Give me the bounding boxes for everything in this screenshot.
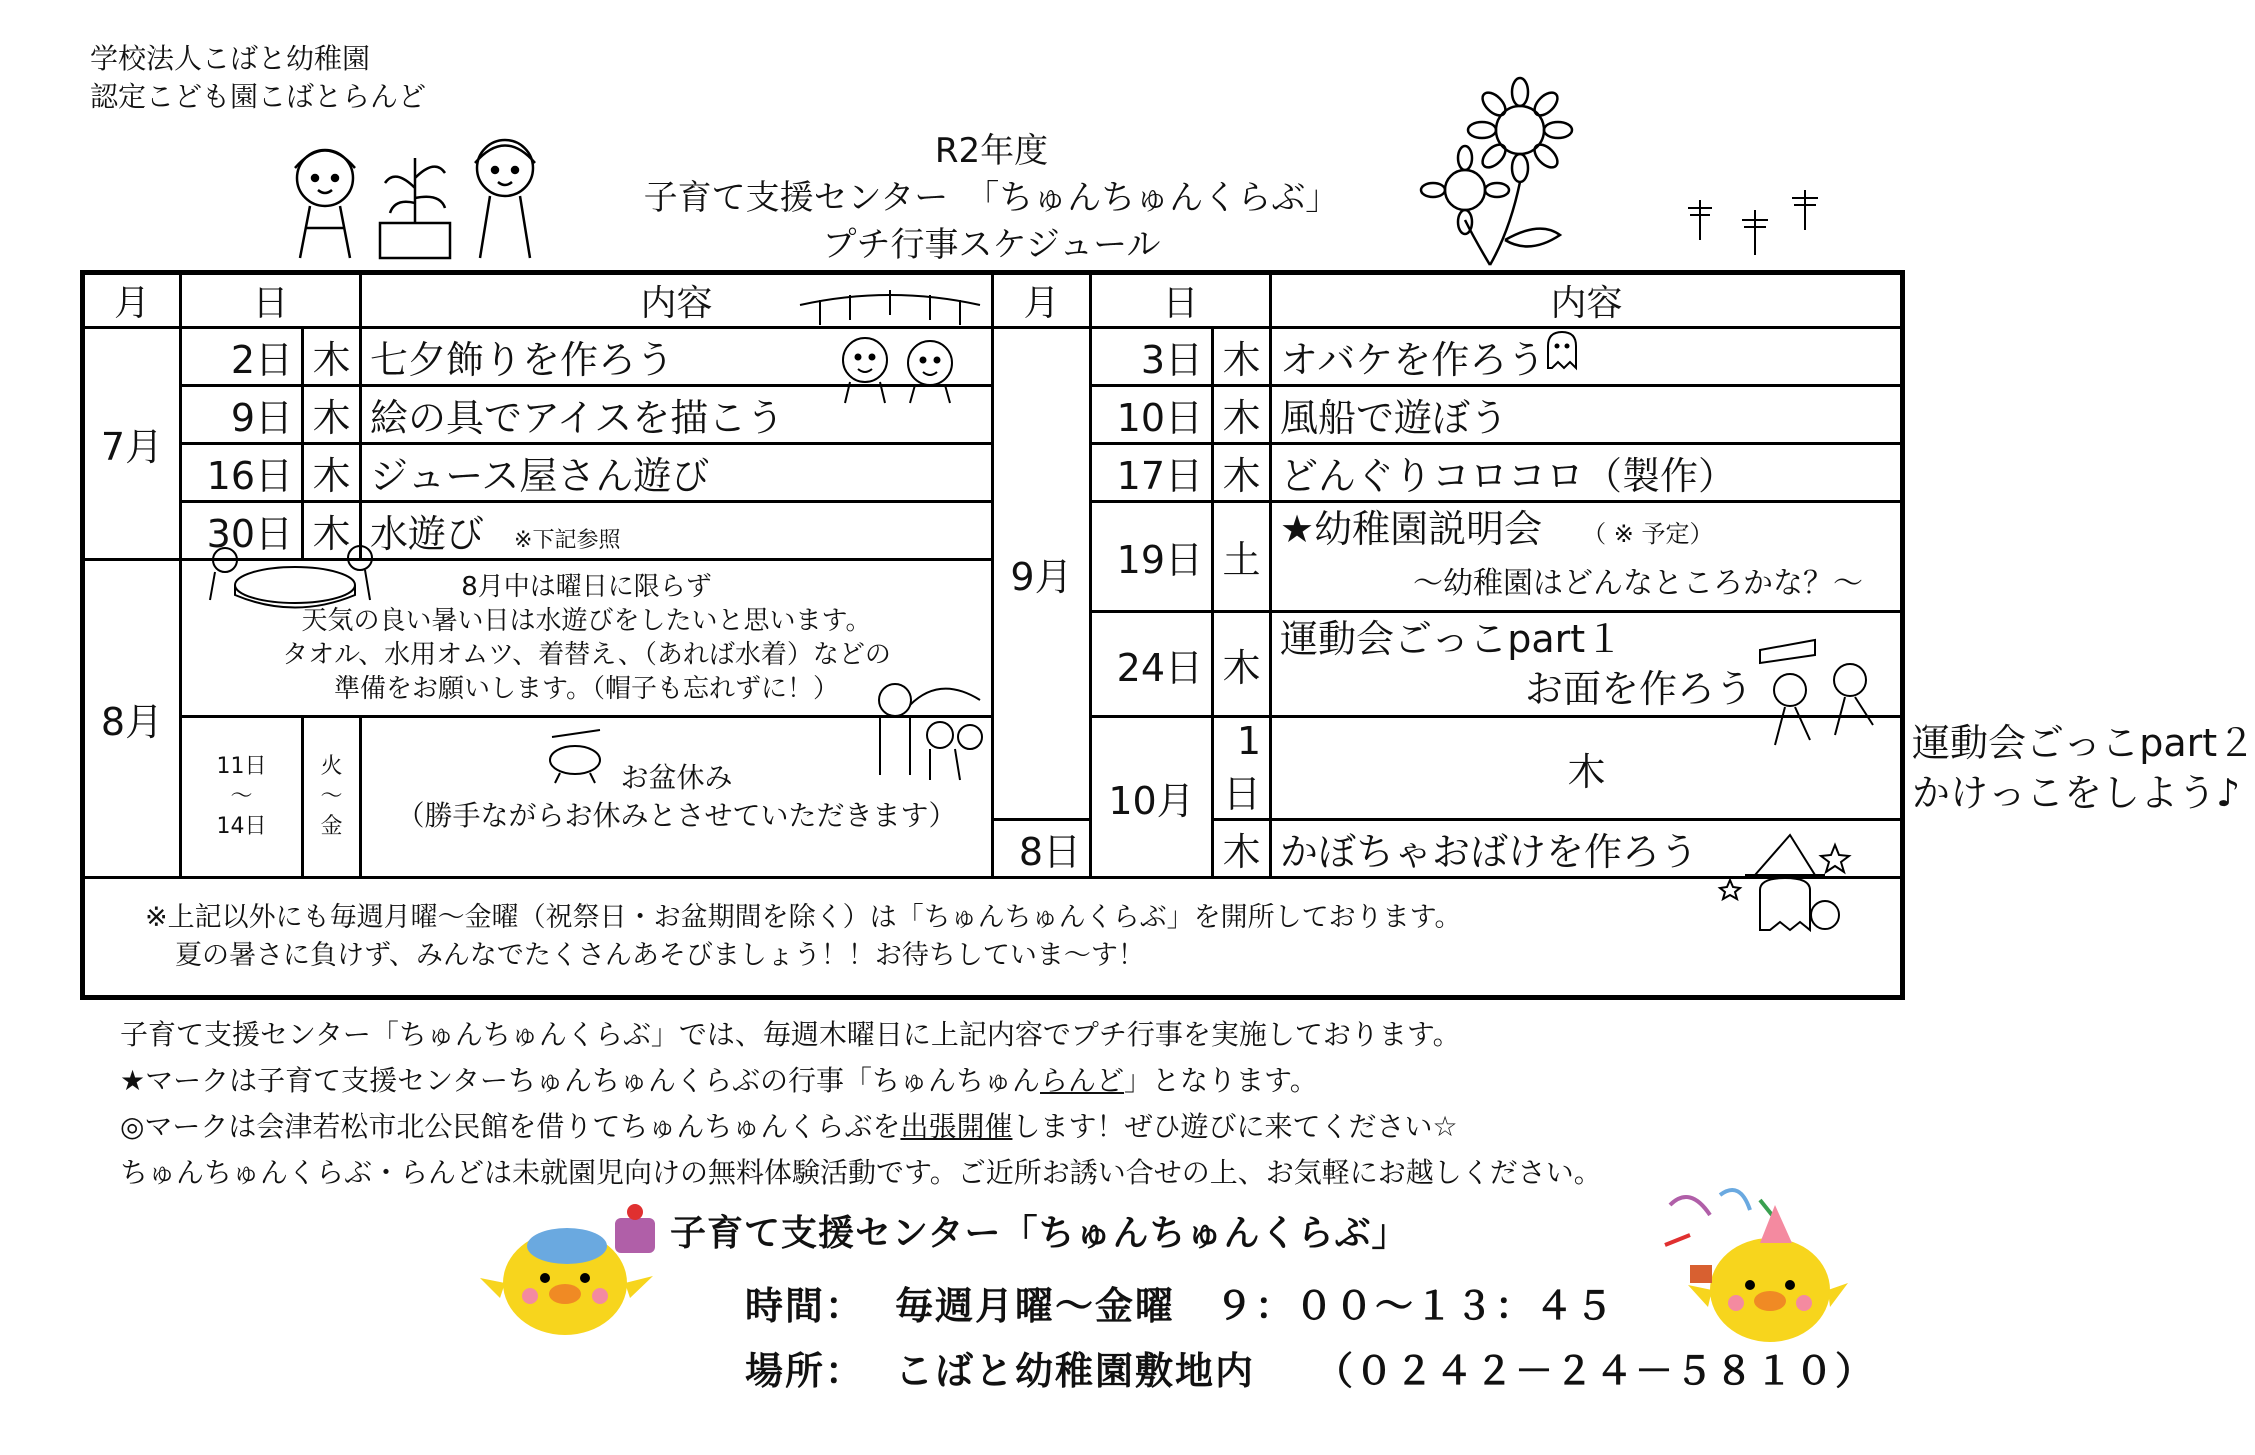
footer-line-1: ※上記以外にも毎週月曜～金曜（祝祭日・お盆期間を除く）は「ちゅんちゅんくらぶ」を開所しております。 <box>145 902 1462 933</box>
month-october: 10月 <box>1091 717 1213 878</box>
weekday-cell: 木 <box>1213 612 1271 717</box>
content-cell: かぼちゃおばけを作ろう <box>1271 820 1903 878</box>
content-text: 運動会ごっこpart１ <box>1280 617 1624 661</box>
table-footer-row <box>83 878 1903 998</box>
august-notice <box>181 560 993 717</box>
info-line-3: ◎マークは会津若松市北公民館を借りてちゅんちゅんくらぶを出張開催します！ぜひ遊びに来てください☆ <box>120 1110 1458 1143</box>
month-september: 9月 <box>993 328 1091 820</box>
day-cell: 2日 <box>181 328 303 386</box>
weekday-cell: 木 <box>1213 328 1271 386</box>
center-hours <box>745 1275 1615 1330</box>
day-cell: 19日 <box>1091 502 1213 612</box>
header-month: 月 <box>83 273 181 328</box>
obon-holiday <box>361 717 993 878</box>
center-title: 子育て支援センター「ちゅんちゅんくらぶ」 <box>670 1213 1409 1254</box>
header-day: 日 <box>1091 273 1271 328</box>
page-title: 子育て支援センター 「ちゅんちゅんくらぶ」 <box>643 178 1340 218</box>
fiscal-year: R2年度 <box>934 131 1049 171</box>
day-cell: 17日 <box>1091 444 1213 502</box>
phone-number: （０２４２－２４－５８１０） <box>1315 1349 1876 1393</box>
content-line-2: お面を作ろう <box>1525 667 1754 711</box>
content-line-2: かけっこをしよう♪ <box>1912 771 2241 815</box>
footer-line-2: 夏の暑さに負けず、みんなでたくさんあそびましょう！！お待ちしていま～す！ <box>175 940 1145 971</box>
content-cell: ジュース屋さん遊び <box>361 444 993 502</box>
content-text: 運動会ごっこpart２ <box>1912 721 2255 765</box>
day-cell: 10日 <box>1091 386 1213 444</box>
table-row <box>83 328 1903 386</box>
content-cell: 七夕飾りを作ろう <box>361 328 993 386</box>
content-cell: 絵の具でアイスを描こう <box>361 386 993 444</box>
sunflower-icon <box>1410 70 1600 270</box>
chick-icon <box>475 1198 665 1343</box>
page-subtitle: プチ行事スケジュール <box>822 225 1161 265</box>
org-line-1: 学校法人こばと幼稚園 <box>90 42 371 75</box>
day-cell: 3日 <box>1091 328 1213 386</box>
location-label: 場所： <box>745 1349 866 1393</box>
header-content: 内容 <box>361 273 993 328</box>
day-cell: 9日 <box>181 386 303 444</box>
day-cell: 8日 <box>993 820 1091 878</box>
month-july: 7月 <box>83 328 181 560</box>
table-header-row <box>83 273 1903 328</box>
weekday-cell: 木 <box>1271 717 1903 820</box>
obon-weekday-range: 火 ～ 金 <box>303 717 361 878</box>
month-august: 8月 <box>83 560 181 878</box>
notice-line: 8月中は曜日に限らず <box>461 572 712 602</box>
weekday-cell: 木 <box>1213 444 1271 502</box>
info-line-4: ちゅんちゅんくらぶ・らんどは未就園児向けの無料体験活動です。ご近所お誘い合せの上、お気軽にお越しください。 <box>120 1156 1602 1189</box>
content-cell <box>1271 612 1903 717</box>
weekday-cell: 木 <box>303 328 361 386</box>
obon-date-range: 11日 ～ 14日 <box>181 717 303 878</box>
content-text: ★幼稚園説明会 <box>1280 507 1543 551</box>
children-watering-plant-icon <box>270 128 560 268</box>
header-day: 日 <box>181 273 361 328</box>
info-line-2: ★マークは子育て支援センターちゅんちゅんくらぶの行事「ちゅんちゅんらんど」となります。 <box>120 1064 1318 1097</box>
content-cell: どんぐりコロコロ（製作） <box>1271 444 1903 502</box>
info-line-1: 子育て支援センター「ちゅんちゅんくらぶ」では、毎週木曜日に上記内容でプチ行事を実施しております。 <box>120 1018 1461 1051</box>
hours-label: 時間： <box>745 1284 866 1328</box>
weekday-cell: 木 <box>1213 820 1271 878</box>
obon-note: （勝手ながらお休みとさせていただきます） <box>396 799 957 832</box>
weekday-cell: 木 <box>303 444 361 502</box>
weekday-cell: 木 <box>303 386 361 444</box>
hours-value: 毎週月曜～金曜 ９：００～１３：４５ <box>895 1284 1616 1328</box>
day-cell: 1日 <box>1213 717 1271 820</box>
obon-title: お盆休み <box>620 761 733 794</box>
weekday-cell: 木 <box>303 502 361 560</box>
schedule-table <box>80 270 2255 1000</box>
table-footer-note <box>83 878 1903 998</box>
plan-note: （ ※ 予定） <box>1582 520 1714 548</box>
chick-icon <box>1650 1185 1850 1350</box>
content-cell: 風船で遊ぼう <box>1271 386 1903 444</box>
notice-line: 天気の良い暑い日は水遊びをしたいと思います。 <box>301 606 872 636</box>
notice-line: タオル、水用オムツ、着替え、（あれば水着）などの <box>282 640 891 670</box>
dragonfly-icon <box>1680 180 1830 270</box>
content-cell: オバケを作ろう <box>1271 328 1903 386</box>
day-cell: 30日 <box>181 502 303 560</box>
notice-line: 準備をお願いします。（帽子も忘れずに！） <box>334 674 839 704</box>
content-cell <box>1271 502 1903 612</box>
header-content: 内容 <box>1271 273 1903 328</box>
content-text: 水遊び <box>370 512 485 556</box>
header-month: 月 <box>993 273 1091 328</box>
center-location <box>745 1340 1875 1395</box>
weekday-cell: 木 <box>1213 386 1271 444</box>
content-cell <box>361 502 993 560</box>
location-value: こばと幼稚園敷地内 <box>895 1349 1256 1393</box>
day-cell: 24日 <box>1091 612 1213 717</box>
content-subtitle: ～幼稚園はどんなところかな？～ <box>1413 566 1864 601</box>
reference-note: ※下記参照 <box>514 528 621 553</box>
organization-name <box>90 40 426 116</box>
org-line-2: 認定こども園こばとらんど <box>90 80 427 113</box>
day-cell: 16日 <box>181 444 303 502</box>
weekday-cell: 土 <box>1213 502 1271 612</box>
